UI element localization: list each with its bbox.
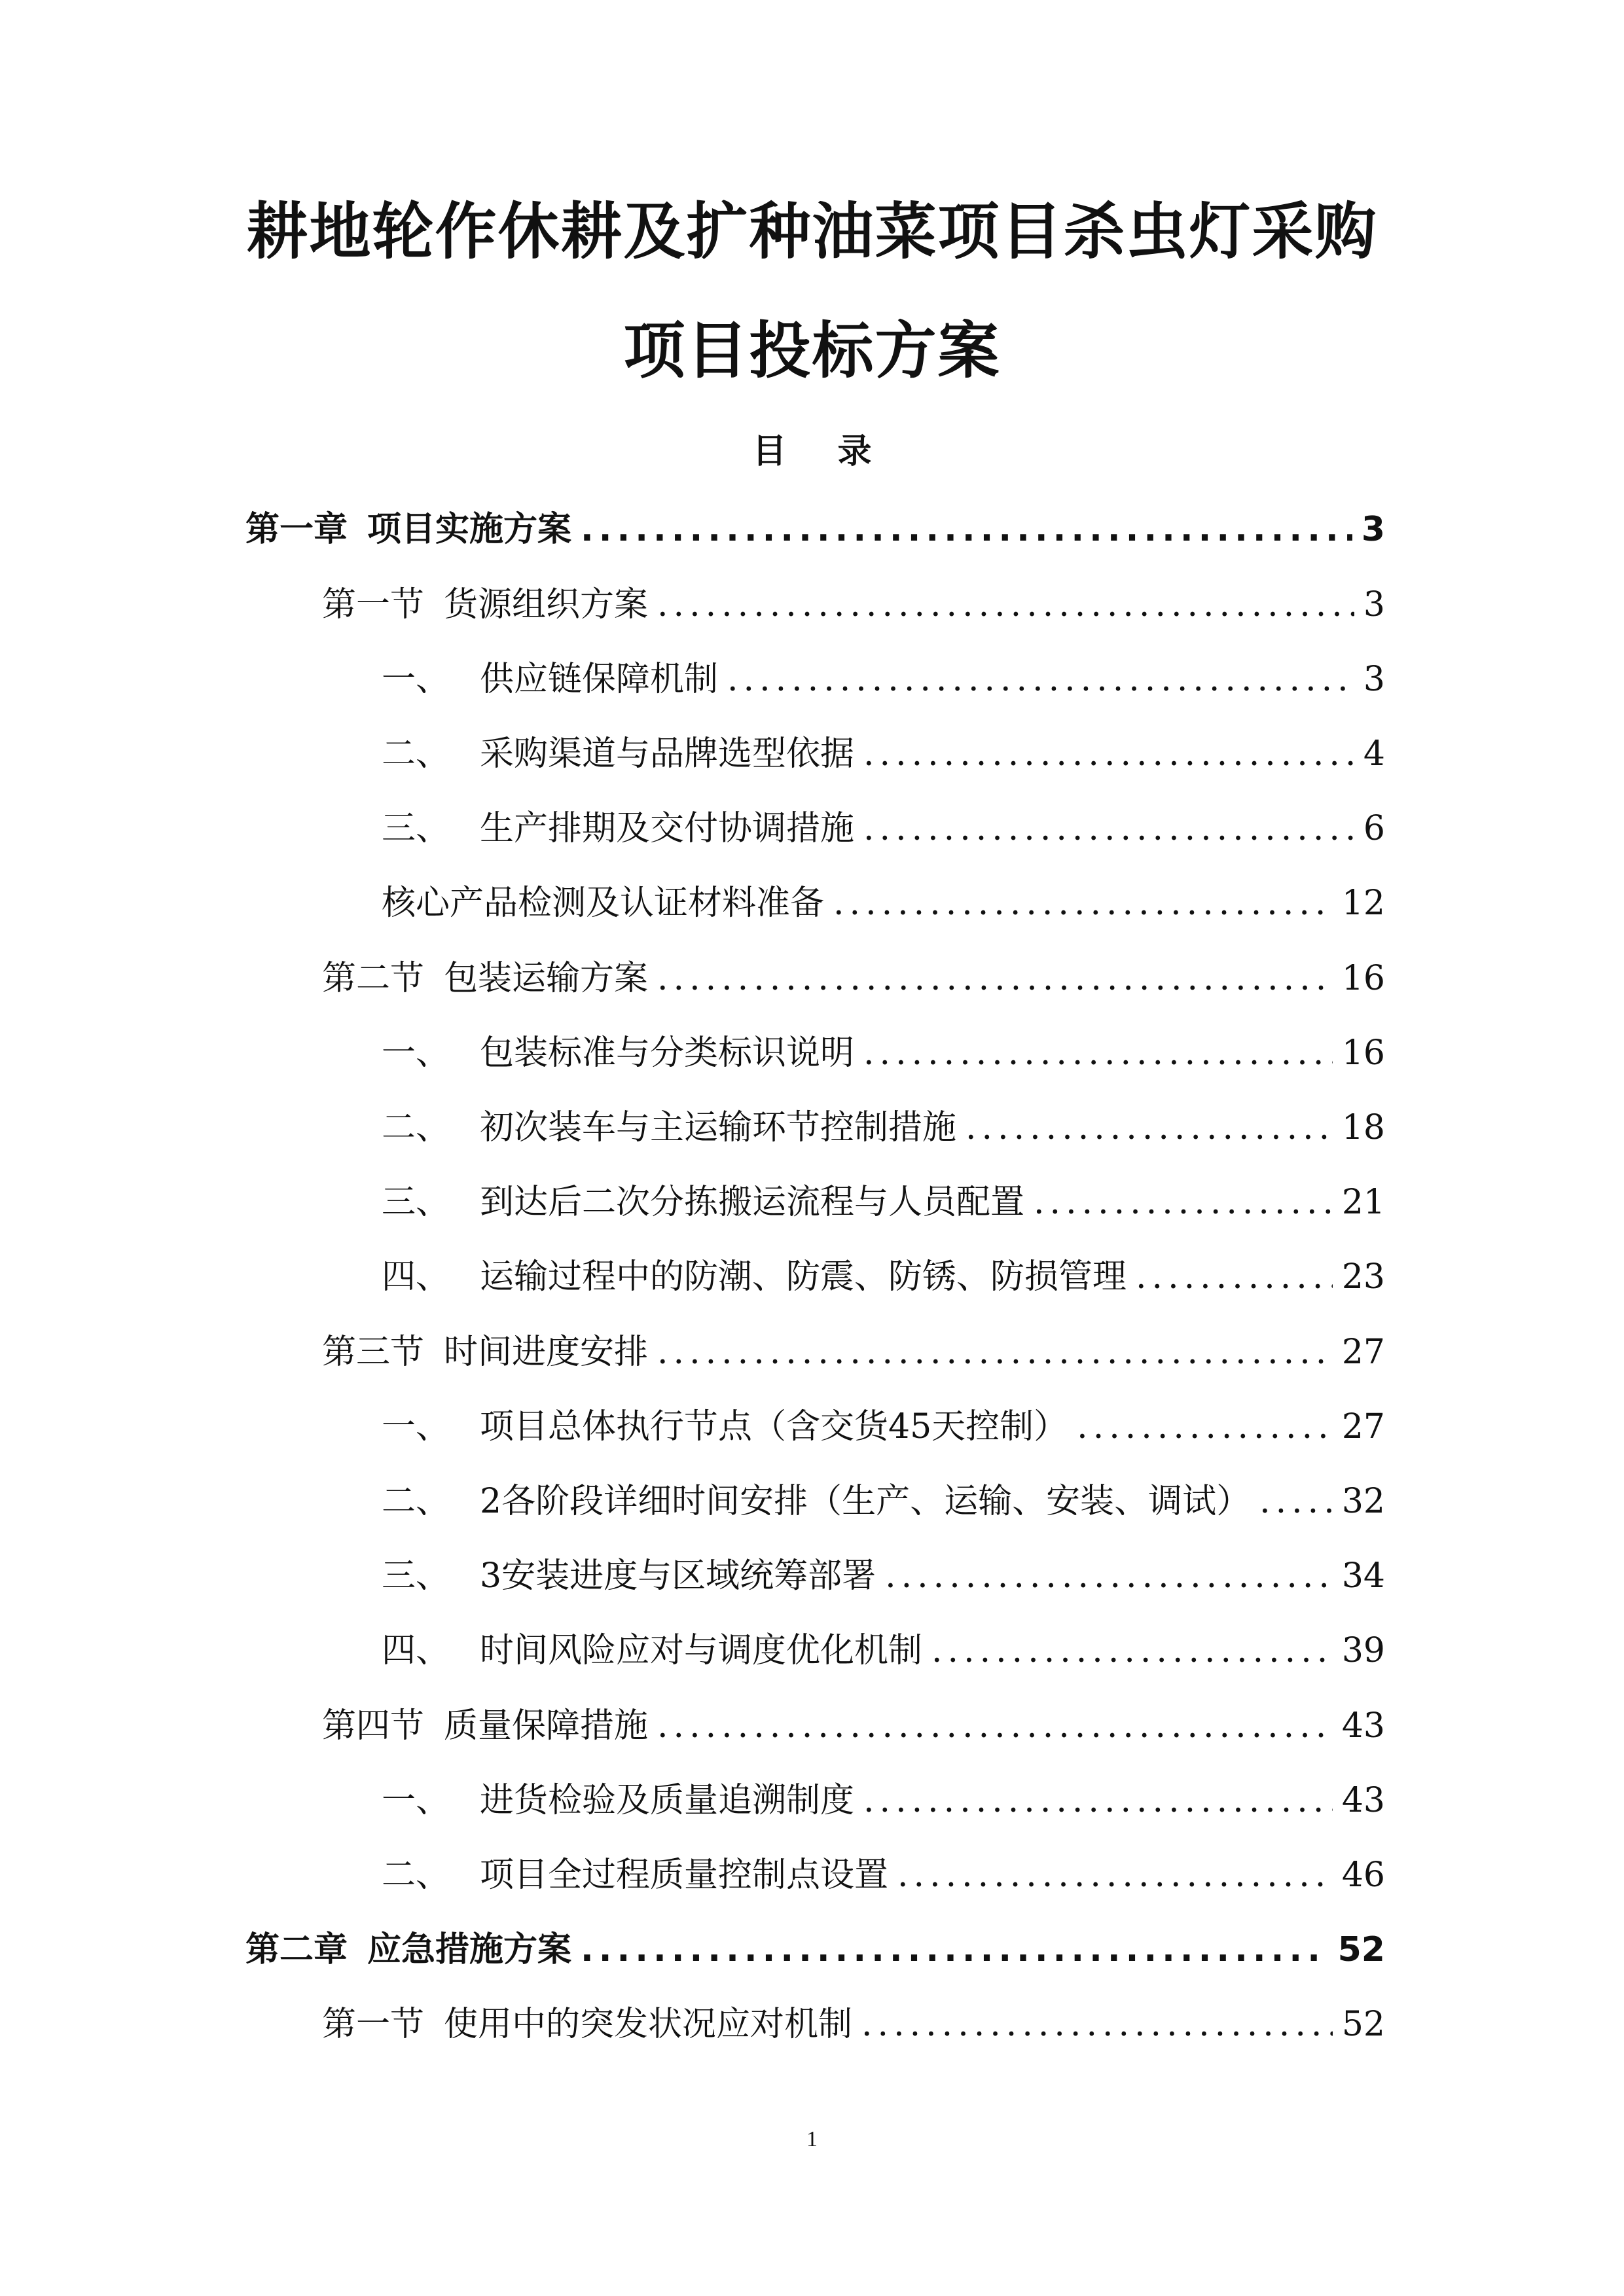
toc-entry-title: 应急措施方案 xyxy=(367,1930,572,1969)
document-title-line-2: 项目投标方案 xyxy=(623,315,1001,387)
toc-dot-leader xyxy=(885,1556,1333,1596)
toc-entry-title: 项目总体执行节点（含交货45天控制） xyxy=(480,1407,1068,1446)
toc-entry-subsection[interactable] xyxy=(382,1407,1385,1447)
toc-entry-subsection[interactable] xyxy=(382,1257,1385,1297)
toc-entry-subsection[interactable] xyxy=(382,734,1385,774)
toc-entry-page: 3 xyxy=(1361,510,1385,549)
toc-entry-page: 6 xyxy=(1363,809,1385,848)
toc-entry-section[interactable] xyxy=(322,1332,1385,1372)
toc-dot-leader xyxy=(1077,1407,1333,1447)
toc-dot-leader xyxy=(931,1630,1333,1671)
toc-entry-subsection[interactable] xyxy=(382,1107,1385,1148)
toc-dot-leader xyxy=(863,734,1354,774)
toc-entry-page: 16 xyxy=(1341,959,1385,998)
toc-dot-leader xyxy=(657,584,1354,625)
toc-entry-chapter[interactable] xyxy=(245,509,1385,550)
toc-entry-title: 到达后二次分拣搬运流程与人员配置 xyxy=(480,1183,1025,1222)
toc-entry-title: 采购渠道与品牌选型依据 xyxy=(480,734,855,774)
toc-entry-page: 3 xyxy=(1363,585,1385,624)
toc-entry-title: 时间进度安排 xyxy=(444,1333,649,1372)
toc-dot-leader xyxy=(657,1706,1333,1746)
toc-entry-page: 23 xyxy=(1341,1257,1385,1297)
toc-dot-leader xyxy=(863,1780,1333,1821)
toc-dot-leader xyxy=(657,958,1333,999)
toc-entry-number: 第一节 xyxy=(322,2005,425,2044)
toc-entry-page: 43 xyxy=(1341,1706,1385,1746)
toc-dot-leader xyxy=(897,1855,1333,1895)
toc-entry-title: 项目全过程质量控制点设置 xyxy=(480,1856,889,1895)
toc-entry-number: 二、 xyxy=(382,734,450,774)
toc-entry-title: 使用中的突发状况应对机制 xyxy=(444,2005,853,2044)
toc-entry-title: 包装标准与分类标识说明 xyxy=(480,1033,855,1073)
toc-dot-leader xyxy=(727,659,1354,700)
toc-entry-title: 运输过程中的防潮、防震、防锈、防损管理 xyxy=(480,1257,1127,1297)
toc-dot-leader xyxy=(863,1033,1333,1073)
toc-entry-page: 21 xyxy=(1341,1183,1385,1222)
toc-entry-page: 43 xyxy=(1341,1781,1385,1820)
toc-dot-leader xyxy=(1034,1182,1333,1223)
toc-entry-page: 16 xyxy=(1341,1033,1385,1073)
toc-entry-page: 27 xyxy=(1341,1407,1385,1446)
toc-entry-number: 一、 xyxy=(382,1407,450,1446)
toc-entry-title: 时间风险应对与调度优化机制 xyxy=(480,1631,923,1670)
toc-entry-title: 3安装进度与区域统筹部署 xyxy=(480,1556,876,1596)
toc-entry-page: 3 xyxy=(1363,660,1385,699)
toc-entry-subsection[interactable] xyxy=(382,808,1385,849)
document-title-line-1: 耕地轮作休耕及扩种油菜项目杀虫灯采购 xyxy=(246,196,1378,268)
toc-entry-title: 项目实施方案 xyxy=(367,510,572,549)
toc-entry-title: 初次装车与主运输环节控制措施 xyxy=(480,1108,957,1147)
toc-entry-number: 三、 xyxy=(382,809,450,848)
toc-entry-page: 46 xyxy=(1341,1856,1385,1895)
toc-entry-title: 2各阶段详细时间安排（生产、运输、安装、调试） xyxy=(480,1482,1251,1521)
toc-entry-title: 货源组织方案 xyxy=(444,585,649,624)
toc-entry-number: 第三节 xyxy=(322,1333,425,1372)
toc-dot-leader xyxy=(861,2004,1333,2045)
toc-entry-number: 二、 xyxy=(382,1856,450,1895)
toc-dot-leader xyxy=(1136,1257,1333,1297)
toc-entry-title: 核心产品检测及认证材料准备 xyxy=(382,884,825,923)
toc-entry-number: 第一章 xyxy=(245,510,348,549)
toc-dot-leader xyxy=(1259,1481,1333,1522)
toc-dot-leader xyxy=(657,1332,1333,1372)
toc-entry-subsection[interactable] xyxy=(382,1780,1385,1821)
toc-entry-page: 52 xyxy=(1337,1930,1385,1969)
toc-entry-number: 第一节 xyxy=(322,585,425,624)
toc-entry-title: 供应链保障机制 xyxy=(480,660,719,699)
toc-entry-number: 四、 xyxy=(382,1631,450,1670)
toc-dot-leader xyxy=(581,509,1352,550)
toc-entry-section[interactable] xyxy=(322,1706,1385,1746)
toc-entry-page: 39 xyxy=(1341,1631,1385,1670)
toc-entry-subsection[interactable] xyxy=(382,659,1385,700)
toc-dot-leader xyxy=(965,1107,1333,1148)
toc-entry-title: 进货检验及质量追溯制度 xyxy=(480,1781,855,1820)
page-number: 1 xyxy=(806,2127,818,2151)
toc-entry-subsection[interactable] xyxy=(382,1855,1385,1895)
toc-entry-title: 生产排期及交付协调措施 xyxy=(480,809,855,848)
toc-entry-number: 二、 xyxy=(382,1482,450,1521)
toc-entry-number: 三、 xyxy=(382,1556,450,1596)
toc-entry-number: 一、 xyxy=(382,1781,450,1820)
toc-entry-title: 包装运输方案 xyxy=(444,959,649,998)
toc-entry-subsection[interactable] xyxy=(382,1182,1385,1223)
toc-entry-section[interactable] xyxy=(322,584,1385,625)
toc-dot-leader xyxy=(833,883,1333,924)
toc-entry-section[interactable] xyxy=(322,2004,1385,2045)
toc-entry-page: 27 xyxy=(1341,1333,1385,1372)
toc-entry-number: 一、 xyxy=(382,1033,450,1073)
toc-entry-subsection[interactable] xyxy=(382,1630,1385,1671)
toc-dot-leader xyxy=(863,808,1354,849)
toc-entry-subsection[interactable] xyxy=(382,1033,1385,1073)
toc-entry-number: 四、 xyxy=(382,1257,450,1297)
toc-entry-number: 二、 xyxy=(382,1108,450,1147)
toc-entry-page: 18 xyxy=(1341,1108,1385,1147)
toc-entry-page: 52 xyxy=(1341,2005,1385,2044)
toc-entry-title: 质量保障措施 xyxy=(444,1706,649,1746)
toc-entry-number: 一、 xyxy=(382,660,450,699)
toc-entry-number: 第四节 xyxy=(322,1706,425,1746)
toc-heading: 目 录 xyxy=(752,432,892,471)
toc-entry-page: 32 xyxy=(1341,1482,1385,1521)
toc-entry-page: 4 xyxy=(1363,734,1385,774)
toc-entry-number: 第二节 xyxy=(322,959,425,998)
toc-entry-subsection[interactable] xyxy=(382,1481,1385,1522)
toc-entry-page: 34 xyxy=(1341,1556,1385,1596)
toc-entry-page: 12 xyxy=(1341,884,1385,923)
toc-entry-number: 三、 xyxy=(382,1183,450,1222)
toc-entry-section[interactable] xyxy=(322,958,1385,999)
toc-dot-leader xyxy=(581,1929,1329,1970)
toc-entry-subsection[interactable] xyxy=(382,883,1385,924)
toc-entry-subsection[interactable] xyxy=(382,1556,1385,1596)
toc-entry-chapter[interactable] xyxy=(245,1929,1385,1970)
toc-entry-number: 第二章 xyxy=(245,1930,348,1969)
